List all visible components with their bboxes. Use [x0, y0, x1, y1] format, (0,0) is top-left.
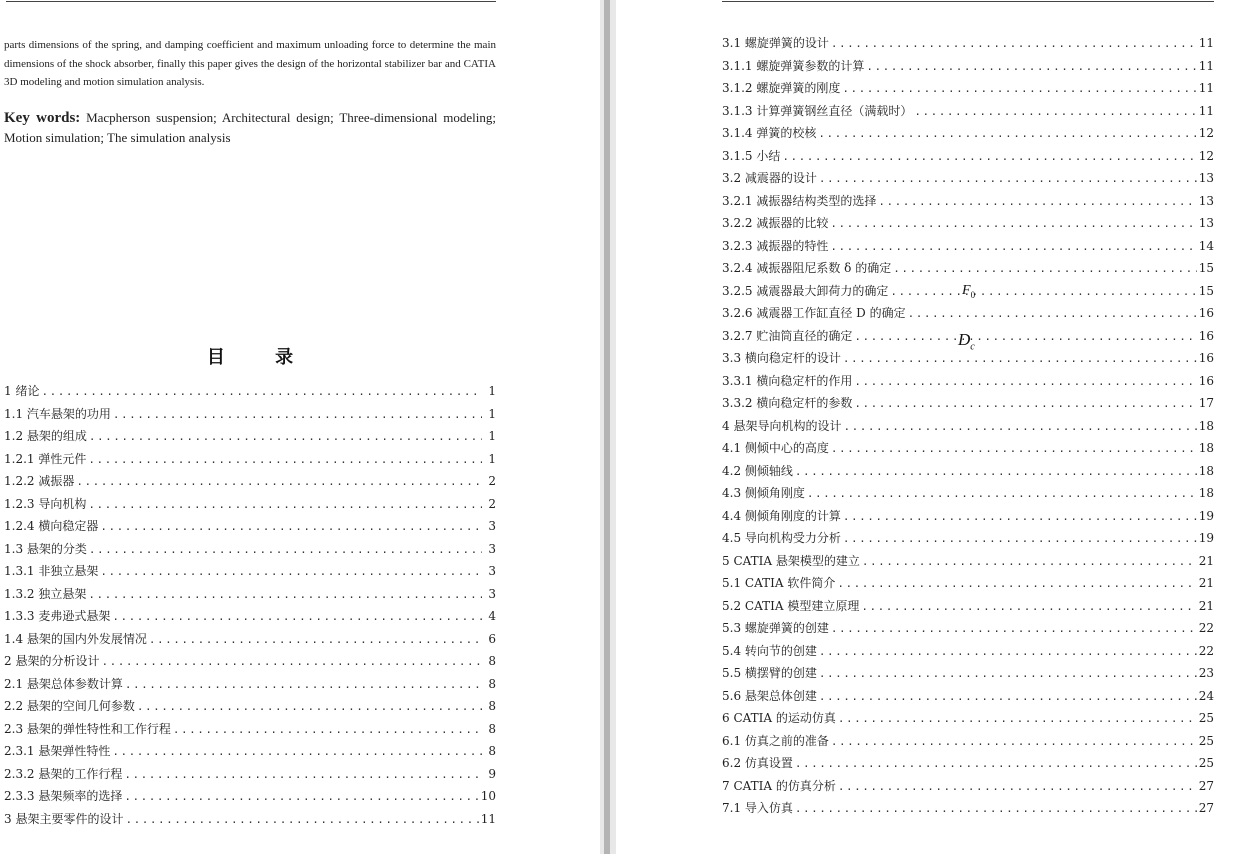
toc-dot-leader [890, 281, 1196, 303]
toc-entry-label: 3.2.2 减振器的比较 [722, 216, 829, 230]
toc-entry-label: 1.2.3 导向机构 [4, 496, 87, 511]
toc-entry-label: 3.3.2 横向稳定杆的参数 [722, 396, 853, 410]
toc-entry[interactable] [4, 425, 496, 448]
toc-entry-label: 7.1 导入仿真 [722, 801, 793, 815]
toc-entry-page: 11 [1198, 58, 1214, 73]
toc-entry-page: 23 [1198, 666, 1214, 680]
toc-entry-label: 3.3.1 横向稳定杆的作用 [722, 373, 853, 388]
toc-entry-label: 6 CATIA 的运动仿真 [722, 711, 836, 725]
toc-entry-label: 2 悬架的分析设计 [4, 654, 100, 668]
toc-dot-leader [831, 33, 1197, 55]
toc-entry-page: 1 [488, 429, 496, 443]
toc-entry[interactable] [722, 505, 1214, 528]
toc-dot-leader [112, 606, 482, 628]
toc-dot-leader [838, 708, 1197, 730]
keywords-label: Key words: [4, 110, 81, 126]
toc-entry-label: 3.3 横向稳定杆的设计 [722, 351, 841, 365]
toc-entry-page: 18 [1198, 441, 1214, 455]
toc-entry-label: 2.3.1 悬架弹性特性 [4, 744, 111, 758]
toc-list-left [4, 380, 496, 830]
toc-entry-page: 9 [488, 766, 496, 781]
toc-entry-page: 11 [1198, 103, 1214, 118]
toc-dot-leader [41, 381, 482, 403]
toc-entry-label: 5.2 CATIA 模型建立原理 [722, 598, 860, 613]
toc-title-char-2: 录 [275, 347, 294, 368]
toc-dot-leader [831, 618, 1197, 640]
toc-dot-leader [819, 641, 1197, 663]
toc-entry-page: 16 [1198, 328, 1214, 343]
toc-dot-leader [830, 213, 1196, 235]
toc-dot-leader [862, 551, 1197, 573]
toc-entry-label: 1.2.4 横向稳定器 [4, 519, 99, 533]
toc-entry-page: 18 [1198, 486, 1214, 500]
toc-dot-leader [819, 663, 1197, 685]
toc-entry[interactable] [4, 808, 496, 831]
toc-entry-page: 25 [1198, 711, 1214, 725]
toc-entry[interactable] [4, 650, 496, 673]
toc-entry-label: 1.2.1 弹性元件 [4, 451, 87, 466]
toc-entry-label: 3.2.1 减振器结构类型的选择 [722, 193, 877, 208]
toc-dot-leader [795, 798, 1197, 820]
toc-entry[interactable] [722, 595, 1214, 618]
toc-dot-leader [831, 438, 1197, 460]
toc-entry-page: 4 [488, 609, 496, 623]
keywords-paragraph [4, 108, 496, 147]
toc-dot-leader [837, 573, 1196, 595]
toc-entry-label: 3.2.3 减振器的特性 [722, 238, 829, 253]
toc-entry-label: 3.2.6 减震器工作缸直径 D 的确定 [722, 306, 906, 320]
toc-entry[interactable] [4, 515, 496, 538]
toc-dot-leader [149, 629, 482, 651]
toc-entry-page: 21 [1198, 553, 1214, 568]
page-divider [604, 0, 610, 854]
toc-dot-leader [838, 776, 1197, 798]
toc-dot-leader [854, 393, 1196, 415]
toc-entry-label: 3 悬架主要零件的设计 [4, 811, 124, 826]
toc-entry-label: 3.2.7 贮油筒直径的确定 [722, 328, 853, 343]
toc-dot-leader [88, 449, 482, 471]
toc-dot-leader [843, 416, 1196, 438]
toc-entry-page: 11 [480, 811, 496, 826]
toc-entry-page: 17 [1198, 396, 1214, 410]
toc-entry-label: 5.1 CATIA 软件简介 [722, 576, 836, 590]
toc-entry-page: 3 [488, 519, 496, 533]
toc-dot-leader [88, 494, 482, 516]
toc-entry[interactable] [722, 32, 1214, 55]
header-rule [722, 1, 1214, 2]
toc-entry-label: 1.3.3 麦弗逊式悬架 [4, 609, 111, 623]
toc-dot-leader [113, 404, 482, 426]
toc-entry-label: 4.2 侧倾轴线 [722, 463, 793, 478]
toc-entry[interactable] [722, 437, 1214, 460]
toc-entry[interactable] [4, 628, 496, 651]
toc-entry[interactable] [722, 212, 1214, 235]
toc-entry-label: 4 悬架导向机构的设计 [722, 418, 842, 433]
toc-entry-page: 8 [488, 699, 496, 713]
toc-dot-leader [818, 123, 1196, 145]
toc-dot-leader [125, 809, 478, 831]
toc-entry-label: 4.1 侧倾中心的高度 [722, 441, 829, 455]
toc-entry-page: 22 [1198, 621, 1214, 635]
toc-entry[interactable] [722, 662, 1214, 685]
toc-dot-leader [843, 506, 1197, 528]
toc-entry-page: 19 [1198, 508, 1214, 523]
toc-entry[interactable] [722, 685, 1214, 708]
toc-dot-leader [843, 528, 1197, 550]
toc-entry[interactable] [722, 100, 1214, 123]
toc-entry-page: 6 [488, 631, 496, 646]
toc-entry-page: 8 [488, 654, 496, 668]
toc-entry-label: 5.6 悬架总体创建 [722, 688, 817, 703]
keywords-text: Macpherson suspension; Architectural design; Three-dimensional modeling; Motion simulation; The simulation analysis [4, 110, 497, 145]
toc-entry[interactable] [722, 77, 1214, 100]
toc-entry-label: 1.3.2 独立悬架 [4, 586, 87, 601]
abstract-paragraph: parts dimensions of the spring, and damping coefficient and maximum unloading force to determine the main dimensions of the shock absorber, finally this paper gives the design of the horizontal stabilizer bar and CATIA 3D modeling and motion simulation analysis. [4, 39, 496, 88]
toc-dot-leader [831, 731, 1197, 753]
toc-entry-page: 3 [488, 564, 496, 578]
toc-entry-page: 22 [1198, 643, 1214, 658]
toc-entry-label: 1.2.2 减振器 [4, 474, 75, 488]
toc-entry[interactable] [4, 448, 496, 471]
toc-entry-page: 1 [488, 406, 496, 421]
toc-entry-page: 8 [488, 676, 496, 691]
toc-entry-label: 1.3 悬架的分类 [4, 541, 87, 556]
toc-dot-leader [124, 786, 478, 808]
toc-dot-leader [89, 426, 482, 448]
toc-entry[interactable] [722, 145, 1214, 168]
toc-dot-leader [101, 651, 482, 673]
toc-dot-leader [795, 461, 1197, 483]
toc-entry-page: 12 [1198, 148, 1214, 163]
toc-dot-leader [89, 539, 482, 561]
toc-entry-page: 24 [1198, 688, 1214, 703]
toc-entry-label: 4.4 侧倾角刚度的计算 [722, 508, 841, 523]
toc-dot-leader [819, 168, 1197, 190]
toc-entry-label: 2.1 悬架总体参数计算 [4, 676, 123, 691]
toc-entry-label: 6.2 仿真设置 [722, 756, 793, 770]
toc-dot-leader [807, 483, 1197, 505]
toc-entry-page: 25 [1198, 756, 1214, 770]
toc-entry-label: 3.1.4 弹簧的校核 [722, 126, 817, 140]
toc-entry-label: 3.1.5 小结 [722, 148, 781, 163]
toc-entry[interactable] [722, 235, 1214, 258]
toc-dot-leader [830, 236, 1196, 258]
toc-entry[interactable] [4, 493, 496, 516]
toc-dot-leader [842, 78, 1196, 100]
toc-title-char-1: 目 [206, 347, 225, 368]
left-page [0, 0, 600, 854]
toc-entry-label: 4.5 导向机构受力分析 [722, 531, 841, 545]
toc-title [4, 343, 496, 369]
toc-entry-label: 1.2 悬架的组成 [4, 429, 87, 443]
toc-entry-label: 7 CATIA 的仿真分析 [722, 778, 836, 793]
toc-entry[interactable] [722, 392, 1214, 415]
toc-entry-page: 2 [488, 474, 496, 488]
toc-entry[interactable] [4, 718, 496, 741]
toc-entry[interactable] [4, 785, 496, 808]
toc-entry[interactable] [722, 122, 1214, 145]
toc-dot-leader [914, 101, 1196, 123]
toc-entry-page: 13 [1198, 171, 1214, 185]
toc-entry[interactable] [4, 380, 496, 403]
toc-entry-page: 14 [1198, 238, 1214, 253]
toc-entry-page: 16 [1198, 306, 1214, 320]
toc-dot-leader [843, 348, 1197, 370]
toc-entry-label: 1 绪论 [4, 384, 40, 398]
toc-entry-page: 13 [1198, 216, 1214, 230]
header-rule [6, 1, 496, 2]
toc-dot-leader [854, 371, 1196, 393]
toc-entry[interactable] [722, 707, 1214, 730]
toc-entry[interactable] [722, 550, 1214, 573]
toc-dot-leader [100, 561, 482, 583]
toc-dot-leader [137, 696, 482, 718]
toc-entry[interactable] [722, 257, 1214, 280]
toc-entry[interactable] [4, 538, 496, 561]
toc-entry-page: 21 [1198, 598, 1214, 613]
toc-entry[interactable] [722, 460, 1214, 483]
toc-entry[interactable] [722, 640, 1214, 663]
toc-dot-leader [782, 146, 1196, 168]
toc-entry-label: 1.3.1 非独立悬架 [4, 564, 99, 578]
toc-entry[interactable] [722, 572, 1214, 595]
toc-entry[interactable] [722, 167, 1214, 190]
toc-entry-label: 2.2 悬架的空间几何参数 [4, 699, 135, 713]
toc-entry[interactable] [4, 583, 496, 606]
toc-entry-label: 5 CATIA 悬架模型的建立 [722, 553, 860, 568]
toc-entry-page: 1 [488, 451, 496, 466]
toc-entry-page: 12 [1198, 126, 1214, 140]
toc-dot-leader [819, 686, 1197, 708]
toc-dot-leader [76, 471, 482, 493]
toc-entry-label: 3.1.3 计算弹簧钢丝直径（满载时） [722, 103, 913, 118]
toc-entry-page: 19 [1198, 531, 1214, 545]
toc-dot-leader [866, 56, 1196, 78]
toc-entry-label: 3.1.2 螺旋弹簧的刚度 [722, 81, 841, 95]
toc-entry-page: 18 [1198, 418, 1214, 433]
toc-entry-page: 2 [488, 496, 496, 511]
toc-dot-leader [854, 326, 1196, 348]
toc-entry-page: 8 [488, 744, 496, 758]
toc-entry-page: 27 [1198, 778, 1214, 793]
toc-entry[interactable] [722, 302, 1214, 325]
toc-dot-leader [173, 719, 482, 741]
toc-entry-label: 5.3 螺旋弹簧的创建 [722, 621, 829, 635]
toc-entry-page: 11 [1198, 36, 1214, 50]
toc-entry-page: 3 [488, 541, 496, 556]
toc-entry[interactable] [4, 740, 496, 763]
right-page [616, 0, 1247, 854]
toc-dot-leader [112, 741, 482, 763]
toc-entry-label: 2.3 悬架的弹性特性和工作行程 [4, 721, 171, 736]
toc-entry[interactable] [4, 763, 496, 786]
toc-entry[interactable] [4, 403, 496, 426]
toc-entry[interactable] [722, 370, 1214, 393]
toc-dot-leader [100, 516, 482, 538]
toc-entry-page: 1 [488, 384, 496, 398]
toc-entry[interactable] [722, 775, 1214, 798]
toc-entry-label: 5.4 转向节的创建 [722, 643, 817, 658]
toc-entry-page: 13 [1198, 193, 1214, 208]
toc-entry[interactable] [722, 415, 1214, 438]
toc-entry[interactable] [4, 673, 496, 696]
toc-entry-page: 8 [488, 721, 496, 736]
toc-entry-page: 15 [1198, 261, 1214, 275]
toc-entry-page: 27 [1198, 801, 1214, 815]
toc-entry[interactable] [722, 752, 1214, 775]
toc-entry-label: 2.3.2 悬架的工作行程 [4, 766, 123, 781]
toc-entry-page: 18 [1198, 463, 1214, 478]
toc-entry-label: 5.5 横摆臂的创建 [722, 666, 817, 680]
toc-entry[interactable] [4, 605, 496, 628]
toc-entry-label: 3.1 螺旋弹簧的设计 [722, 36, 829, 50]
toc-entry-label: 3.1.1 螺旋弹簧参数的计算 [722, 58, 865, 73]
toc-entry[interactable] [722, 617, 1214, 640]
toc-entry-label: 1.4 悬架的国内外发展情况 [4, 631, 147, 646]
toc-entry[interactable] [4, 470, 496, 493]
toc-dot-leader [124, 764, 482, 786]
toc-entry-page: 15 [1198, 283, 1214, 298]
toc-entry-label: 6.1 仿真之前的准备 [722, 733, 829, 748]
toc-entry-page: 16 [1198, 373, 1214, 388]
toc-dot-leader [908, 303, 1197, 325]
toc-list-right [722, 32, 1214, 820]
toc-dot-leader [88, 584, 482, 606]
toc-dot-leader [861, 596, 1196, 618]
toc-entry[interactable] [722, 797, 1214, 820]
toc-entry-label: 1.1 汽车悬架的功用 [4, 406, 111, 421]
formula-symbol-dc: $D_c$ [958, 330, 975, 353]
toc-entry[interactable] [722, 730, 1214, 753]
toc-entry-page: 16 [1198, 351, 1214, 365]
toc-dot-leader [893, 258, 1197, 280]
toc-entry-label: 2.3.3 悬架频率的选择 [4, 789, 123, 803]
toc-entry-page: 3 [488, 586, 496, 601]
toc-entry-label: 3.2.4 减振器阻尼系数 δ 的确定 [722, 261, 892, 275]
toc-entry[interactable] [722, 527, 1214, 550]
formula-symbol-f0: $F_0$ [962, 283, 976, 300]
toc-entry-label: 3.2 减震器的设计 [722, 171, 817, 185]
toc-entry-label: 4.3 侧倾角刚度 [722, 486, 805, 500]
toc-entry-page: 21 [1198, 576, 1214, 590]
toc-entry[interactable] [4, 560, 496, 583]
toc-entry-label: 3.2.5 减震器最大卸荷力的确定 [722, 283, 889, 298]
toc-entry-page: 25 [1198, 733, 1214, 748]
toc-entry-page: 10 [480, 789, 496, 803]
toc-entry[interactable] [722, 55, 1214, 78]
toc-dot-leader [878, 191, 1196, 213]
toc-dot-leader [125, 674, 482, 696]
toc-entry[interactable] [722, 482, 1214, 505]
toc-dot-leader [795, 753, 1197, 775]
toc-entry[interactable] [722, 190, 1214, 213]
toc-entry[interactable] [4, 695, 496, 718]
toc-entry-page: 11 [1198, 81, 1214, 95]
